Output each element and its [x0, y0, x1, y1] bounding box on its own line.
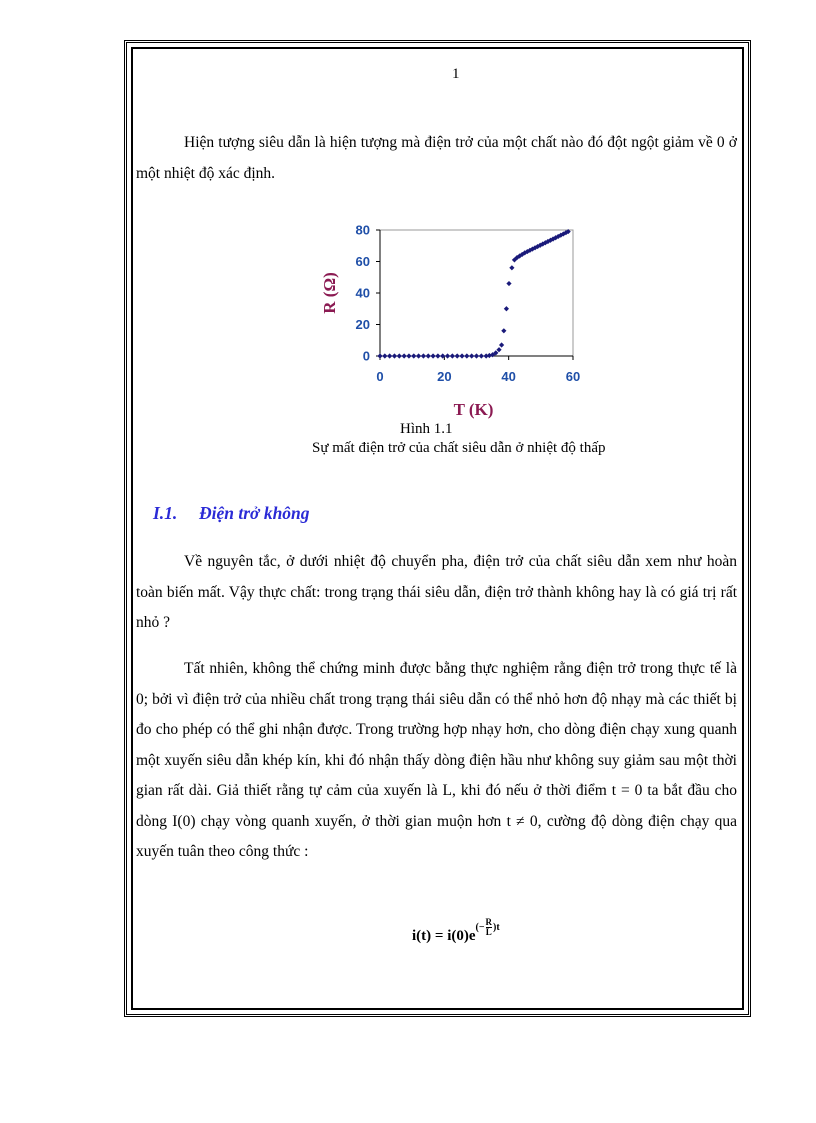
x-axis-label: T (K)	[453, 400, 494, 419]
data-point	[499, 342, 504, 347]
data-point	[464, 353, 469, 358]
data-point	[416, 353, 421, 358]
intro-paragraph: Hiện tượng siêu dẫn là hiện tượng mà điện trở của một chất nào đó đột ngột giảm về 0 ở một nhiệt độ xác định.	[136, 134, 737, 182]
data-point	[450, 353, 455, 358]
body-paragraph-1: Về nguyên tắc, ở dưới nhiệt độ chuyển pha, điện trở của chất siêu dẫn xem như hoàn toàn biến mất. Vậy thực chất: trong trạng thái siêu dẫn, điện trở thành không hay là có giá trị rất nhỏ ?	[136, 553, 737, 631]
y-tick-label: 20	[355, 317, 370, 332]
formula-exp-close: )t	[493, 922, 500, 933]
data-point	[469, 353, 474, 358]
y-tick-label: 0	[362, 348, 370, 364]
section-number: I.1.	[153, 503, 178, 523]
data-point	[455, 353, 460, 358]
y-tick-label: 40	[355, 285, 370, 301]
formula-lhs: i(t) = i(0)e	[412, 928, 476, 944]
x-tick-label: 40	[501, 369, 516, 384]
data-point	[435, 353, 440, 358]
data-point	[430, 353, 435, 358]
y-tick-label: 60	[355, 254, 370, 269]
x-tick-label: 0	[376, 369, 384, 384]
data-point	[479, 353, 484, 358]
y-axis-label: R (Ω)	[320, 272, 339, 314]
data-point	[411, 353, 416, 358]
data-point	[506, 281, 511, 286]
page-number: 1	[452, 66, 460, 82]
x-tick-label: 60	[565, 369, 581, 384]
data-point	[406, 353, 411, 358]
y-tick-label: 80	[355, 222, 370, 238]
section-heading	[153, 503, 310, 524]
data-point	[397, 353, 402, 358]
data-point	[496, 347, 501, 352]
x-tick-label: 20	[437, 369, 452, 384]
plot-frame	[380, 230, 573, 356]
data-point	[426, 353, 431, 358]
data-point	[509, 265, 514, 270]
formula-exponent	[475, 917, 500, 938]
data-point	[501, 328, 506, 333]
data-point	[402, 353, 407, 358]
data-point	[421, 353, 426, 358]
data-point	[504, 306, 509, 311]
formula-denominator: L	[485, 927, 492, 938]
data-point	[387, 353, 392, 358]
data-point	[377, 353, 382, 358]
decay-formula	[412, 917, 500, 947]
figure-caption-title: Hình 1.1	[400, 421, 453, 437]
data-point	[445, 353, 450, 358]
data-point	[392, 353, 397, 358]
data-point	[474, 353, 479, 358]
data-point	[382, 353, 387, 358]
resistance-chart	[315, 218, 615, 423]
section-title: Điện trở không	[199, 503, 310, 523]
formula-fraction	[486, 918, 493, 937]
body-paragraph-2: Tất nhiên, không thể chứng minh được bằng thực nghiệm rằng điện trở trong thực tế là 0; bởi vì điện trở của nhiều chất trong trạng thái siêu dẫn có thể nhỏ hơn độ nhạy mà các thiết bị đo cho phép có thể ghi nhận được. Trong trường hợp nhạy hơn, cho dòng điện chạy xung quanh một xuyến siêu dẫn khép kín, khi đó nhận thấy dòng điện hầu như không suy giảm sau một thời gian rất dài. Giả thiết rằng tự cảm của xuyến là L, khi đó nếu ở thời điểm t = 0 ta bắt đầu cho dòng I(0) chạy vòng quanh xuyến, ở thời gian muộn hơn t ≠ 0, cường độ dòng điện chạy qua xuyến tuân theo công thức :	[136, 660, 737, 860]
figure-caption-text: Sự mất điện trở của chất siêu dẫn ở nhiệt độ thấp	[312, 440, 606, 456]
formula-numerator: R	[485, 917, 493, 928]
formula-exp-open: (−	[475, 922, 485, 933]
data-point	[459, 353, 464, 358]
chart-canvas	[315, 218, 615, 423]
